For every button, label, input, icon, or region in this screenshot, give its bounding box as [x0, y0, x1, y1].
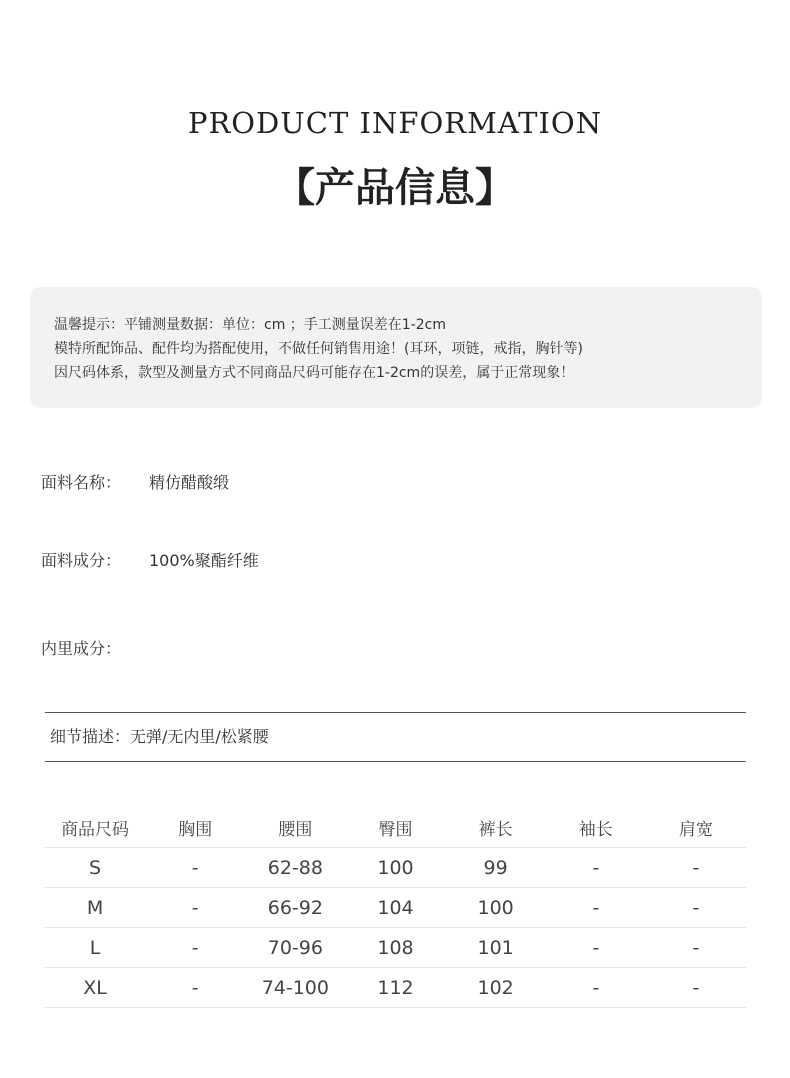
header-shoulder-width: 肩宽 — [646, 807, 746, 848]
lining-composition-label: 内里成分： — [41, 639, 122, 658]
detail-value: 无弹/无内里/松紧腰 — [130, 727, 269, 746]
header-pants-length: 裤长 — [446, 807, 546, 848]
table-row — [45, 888, 746, 928]
notice-line: 因尺码体系，款型及测量方式不同商品尺码可能存在1-2cm的误差，属于正常现象！ — [54, 365, 575, 381]
cell-size: S — [45, 848, 145, 888]
cell-sleeve-length: - — [546, 848, 646, 888]
cell-shoulder-width: - — [646, 848, 746, 888]
cell-hip: 108 — [345, 928, 445, 968]
size-table-header-row — [45, 807, 746, 848]
cell-chest: - — [145, 848, 245, 888]
cell-hip: 112 — [345, 968, 445, 1008]
cell-shoulder-width: - — [646, 928, 746, 968]
cell-size: L — [45, 928, 145, 968]
table-row — [45, 848, 746, 888]
cell-pants-length: 101 — [446, 928, 546, 968]
cell-pants-length: 102 — [446, 968, 546, 1008]
header-sleeve-length: 袖长 — [546, 807, 646, 848]
table-row — [45, 968, 746, 1008]
fabric-name-row — [41, 470, 229, 493]
cell-pants-length: 99 — [446, 848, 546, 888]
notice-line: 温馨提示：平铺测量数据：单位：cm ；手工测量误差在1-2cm — [54, 317, 446, 333]
cell-sleeve-length: - — [546, 968, 646, 1008]
fabric-composition-value: 100%聚酯纤维 — [149, 551, 259, 570]
cell-hip: 100 — [345, 848, 445, 888]
cell-waist: 66-92 — [245, 888, 345, 928]
header-waist: 腰围 — [245, 807, 345, 848]
cell-sleeve-length: - — [546, 928, 646, 968]
cell-waist: 74-100 — [245, 968, 345, 1008]
cell-size: M — [45, 888, 145, 928]
cell-pants-length: 100 — [446, 888, 546, 928]
header-hip: 臀围 — [345, 807, 445, 848]
cell-waist: 70-96 — [245, 928, 345, 968]
cell-chest: - — [145, 968, 245, 1008]
table-row — [45, 928, 746, 968]
page-title-en: PRODUCT INFORMATION — [187, 106, 603, 140]
header-chest: 胸围 — [145, 807, 245, 848]
page-title-cn: 【产品信息】 — [275, 164, 515, 211]
notice-box — [30, 287, 762, 408]
detail-row — [50, 724, 269, 747]
cell-chest: - — [145, 928, 245, 968]
cell-shoulder-width: - — [646, 968, 746, 1008]
cell-size: XL — [45, 968, 145, 1008]
fabric-name-label: 面料名称： — [41, 473, 122, 492]
lining-composition-row — [41, 636, 149, 659]
cell-waist: 62-88 — [245, 848, 345, 888]
size-table — [45, 807, 746, 1008]
cell-shoulder-width: - — [646, 888, 746, 928]
detail-label: 细节描述： — [50, 727, 131, 746]
cell-chest: - — [145, 888, 245, 928]
cell-sleeve-length: - — [546, 888, 646, 928]
header-size: 商品尺码 — [45, 807, 145, 848]
fabric-composition-row — [41, 548, 259, 571]
notice-line: 模特所配饰品、配件均为搭配使用，不做任何销售用途！(耳环，项链，戒指，胸针等) — [54, 341, 583, 357]
fabric-composition-label: 面料成分： — [41, 551, 122, 570]
divider-top — [45, 712, 746, 713]
cell-hip: 104 — [345, 888, 445, 928]
fabric-name-value: 精仿醋酸缎 — [149, 473, 230, 492]
divider-bottom — [45, 761, 746, 762]
